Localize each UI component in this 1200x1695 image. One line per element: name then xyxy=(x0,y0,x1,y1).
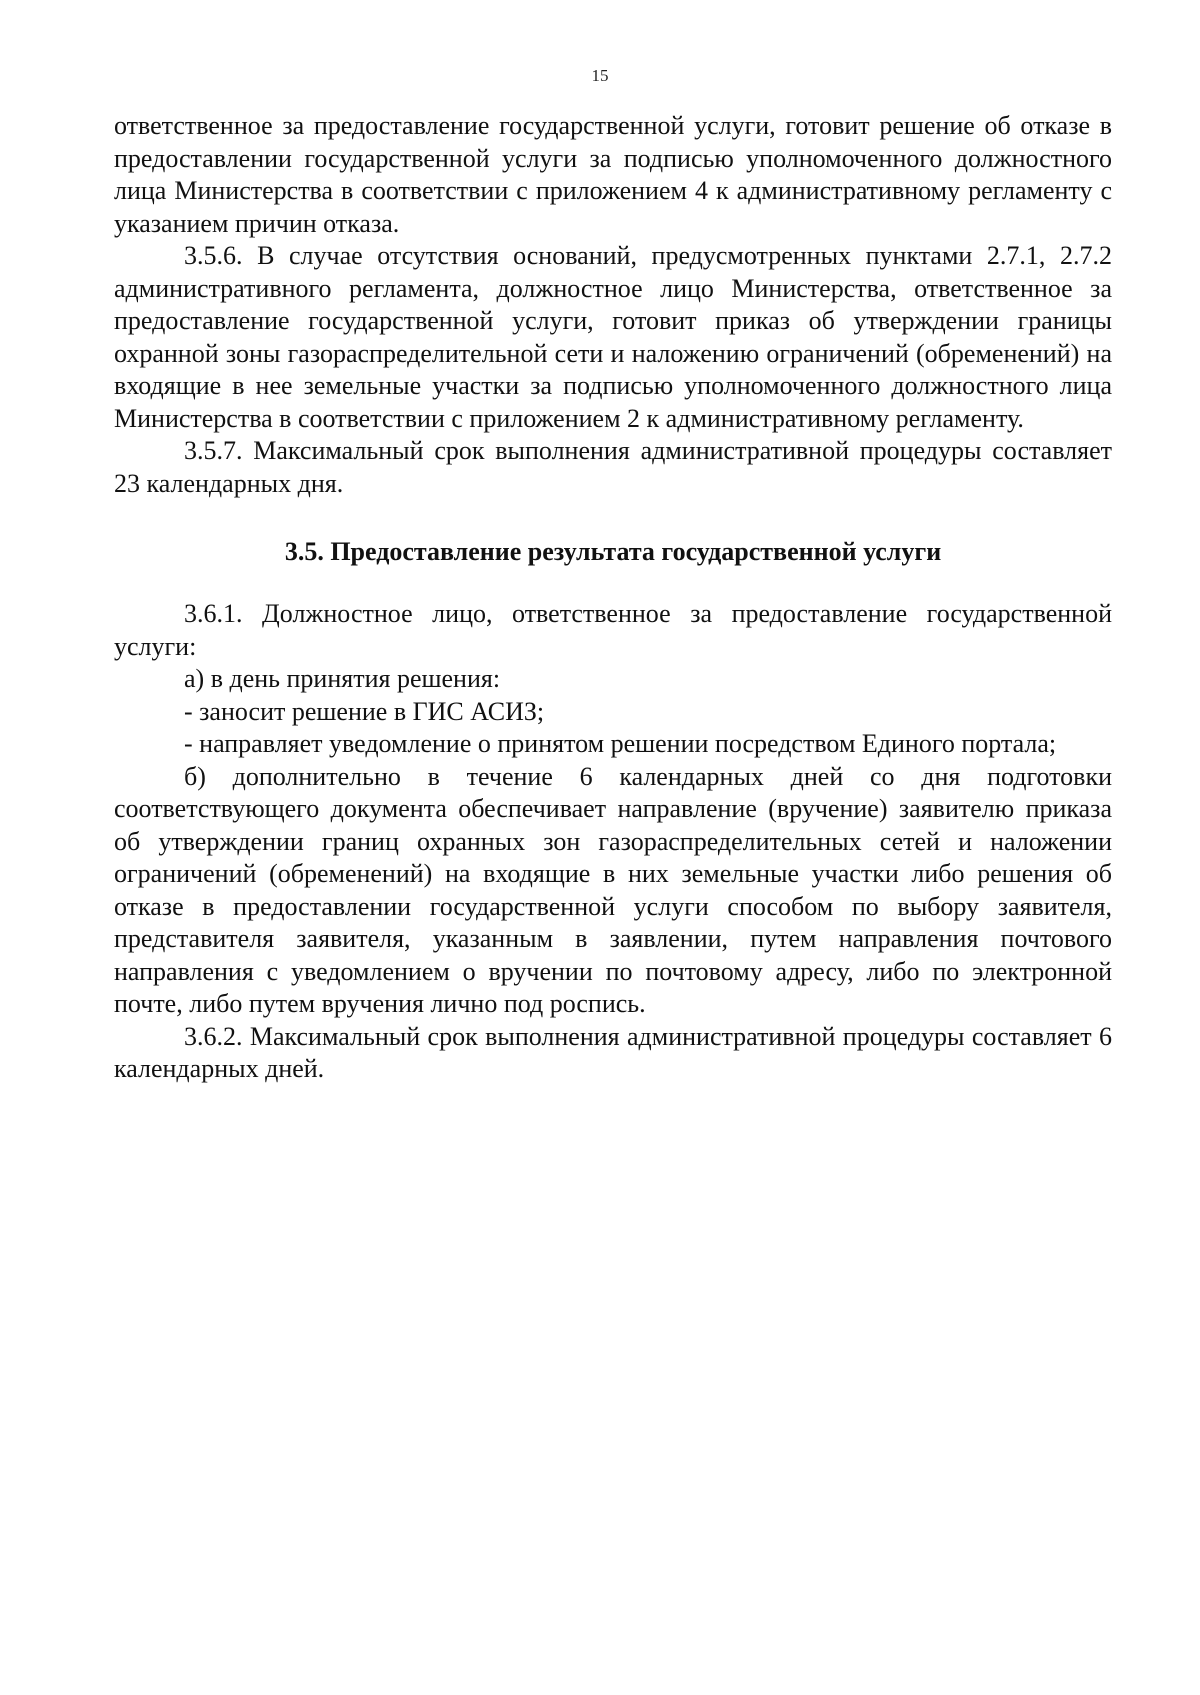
paragraph-3-5-6: 3.5.6. В случае отсутствия оснований, предусмотренных пунктами 2.7.1, 2.7.2 административного регламента, должностное лицо Министерства, ответственное за предоставление государственной услуги, готовит приказ об утверждении границы охранной зоны газораспределительной сети и наложению ограничений (обременений) на входящие в нее земельные участки за подписью уполномоченного должностного лица Министерства в соответствии с приложением 2 к административному регламенту. xyxy=(114,241,1112,433)
paragraph-continuation: ответственное за предоставление государственной услуги, готовит решение об отказе в предоставлении государственной услуги за подписью уполномоченного должностного лица Министерства в соответствии с приложением 4 к административному регламенту с указанием причин отказа. xyxy=(114,111,1112,238)
paragraph-3-6-1: 3.6.1. Должностное лицо, ответственное за предоставление государственной услуги: xyxy=(114,599,1112,661)
page-number: 15 xyxy=(591,66,609,85)
section-heading: 3.5. Предоставление результата государственной услуги xyxy=(284,537,942,566)
paragraph-3-5-7: 3.5.7. Максимальный срок выполнения административной процедуры составляет 23 календарных дня. xyxy=(114,436,1112,498)
list-item-b: б) дополнительно в течение 6 календарных дней со дня подготовки соответствующего документа обеспечивает направление (вручение) заявителю приказа об утверждении границ охранных зон газораспределительных сетей и наложении ограничений (обременений) на входящие в них земельные участки либо решения об отказе в предоставлении государственной услуги способом по выбору заявителя, представителя заявителя, указанным в заявлении, путем направления почтового направления с уведомлением о вручении по почтовому адресу, либо по электронной почте, либо путем вручения лично под роспись. xyxy=(114,761,1112,1018)
list-item-a: а) в день принятия решения: xyxy=(184,664,501,693)
list-item-dash-1: - заносит решение в ГИС АСИЗ; xyxy=(184,696,545,726)
document-body xyxy=(114,110,1112,1086)
paragraph-3-6-2: 3.6.2. Максимальный срок выполнения административной процедуры составляет 6 календарных дней. xyxy=(114,1021,1112,1083)
list-item-dash-2: - направляет уведомление о принятом решении посредством Единого портала; xyxy=(184,729,1057,758)
